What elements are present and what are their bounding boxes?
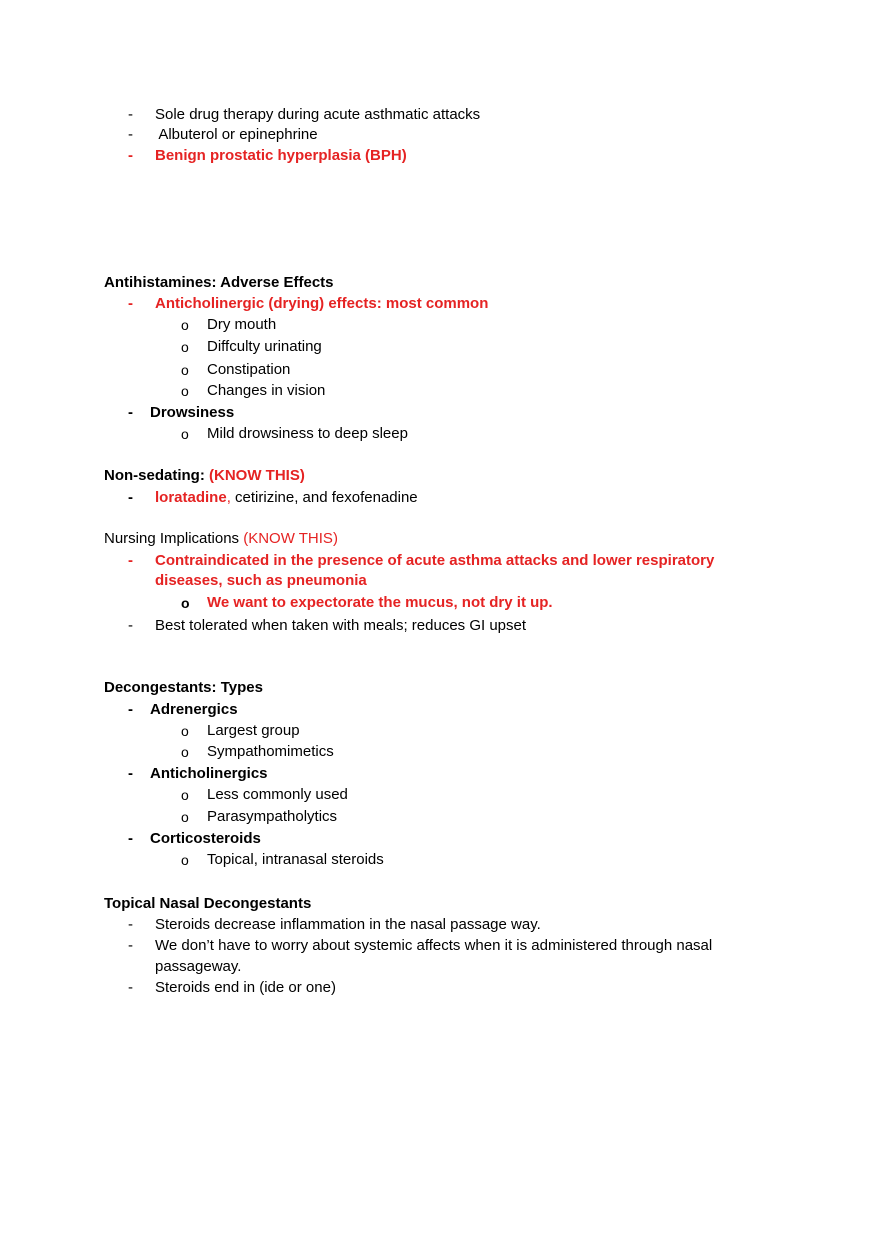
circle-bullet: o (181, 317, 189, 333)
dash-bullet: - (128, 106, 133, 123)
list-item-text: Steroids decrease inflammation in the nasal passage way. (155, 916, 541, 933)
sub-item-text: Mild drowsiness to deep sleep (207, 425, 408, 442)
dash-bullet: - (128, 126, 133, 143)
dash-bullet: - (128, 701, 133, 718)
circle-bullet: o (181, 426, 189, 442)
sub-item-text: Dry mouth (207, 316, 277, 333)
section-heading: Topical Nasal Decongestants (104, 895, 312, 912)
list-item-text: Adrenergics (150, 701, 238, 718)
heading-text: Nursing Implications (104, 530, 244, 547)
sub-item-text: Diffculty urinating (207, 338, 322, 355)
list-item-text: diseases, such as pneumonia (155, 572, 367, 589)
sub-item-text: Less commonly used (207, 786, 348, 803)
section-heading (104, 466, 305, 486)
dash-bullet: - (128, 617, 133, 634)
circle-bullet: o (181, 595, 190, 611)
circle-bullet: o (181, 723, 189, 739)
dash-bullet: - (128, 979, 133, 996)
sub-item-text: Constipation (207, 361, 291, 378)
heading-text: Non-sedating: (104, 467, 209, 484)
circle-bullet: o (181, 383, 189, 399)
know-this-label: (KNOW THIS) (209, 467, 305, 484)
dash-bullet: - (128, 552, 133, 569)
circle-bullet: o (181, 809, 189, 825)
sub-item-text: Topical, intranasal steroids (207, 851, 384, 868)
dash-bullet: - (128, 937, 133, 954)
circle-bullet: o (181, 339, 189, 355)
list-item-text: Steroids end in (ide or one) (155, 979, 336, 996)
section-heading (104, 529, 338, 549)
dash-bullet: - (128, 830, 133, 847)
list-item-text: Benign prostatic hyperplasia (BPH) (155, 147, 407, 164)
circle-bullet: o (181, 787, 189, 803)
list-item-text: passageway. (155, 958, 242, 975)
dash-bullet: - (128, 404, 133, 421)
sub-item-text: Largest group (207, 722, 300, 739)
list-item-text: Best tolerated when taken with meals; reduces GI upset (155, 617, 527, 634)
dash-bullet: - (128, 489, 133, 506)
dash-bullet: - (128, 295, 133, 312)
sub-item-text: We want to expectorate the mucus, not dry it up. (207, 594, 553, 611)
know-this-label: (KNOW THIS) (243, 530, 338, 547)
list-item-text: Corticosteroids (150, 830, 261, 847)
sub-item-text: Parasympatholytics (207, 808, 338, 825)
circle-bullet: o (181, 852, 189, 868)
list-item-text: We don’t have to worry about systemic affects when it is administered through nasal (155, 937, 713, 954)
list-item-text: Sole drug therapy during acute asthmatic attacks (155, 106, 481, 123)
list-item-text: Albuterol or epinephrine (155, 126, 318, 143)
sub-item-text: Sympathomimetics (207, 743, 334, 760)
list-item-text: Drowsiness (150, 404, 235, 421)
list-item-text: Anticholinergics (150, 765, 268, 782)
list-item-text: Anticholinergic (drying) effects: most common (155, 295, 489, 312)
section-heading: Decongestants: Types (104, 679, 263, 696)
circle-bullet: o (181, 362, 189, 378)
circle-bullet: o (181, 744, 189, 760)
dash-bullet: - (128, 147, 133, 164)
list-item-text (155, 488, 418, 508)
list-item-text: Contraindicated in the presence of acute asthma attacks and lower respiratory (155, 552, 715, 569)
comma: , (226, 489, 231, 506)
drug-highlight: loratadine (155, 489, 227, 506)
drug-list-rest: cetirizine, and fexofenadine (230, 489, 418, 506)
sub-item-text: Changes in vision (207, 382, 326, 399)
dash-bullet: - (128, 916, 133, 933)
section-heading: Antihistamines: Adverse Effects (104, 274, 334, 291)
dash-bullet: - (128, 765, 133, 782)
